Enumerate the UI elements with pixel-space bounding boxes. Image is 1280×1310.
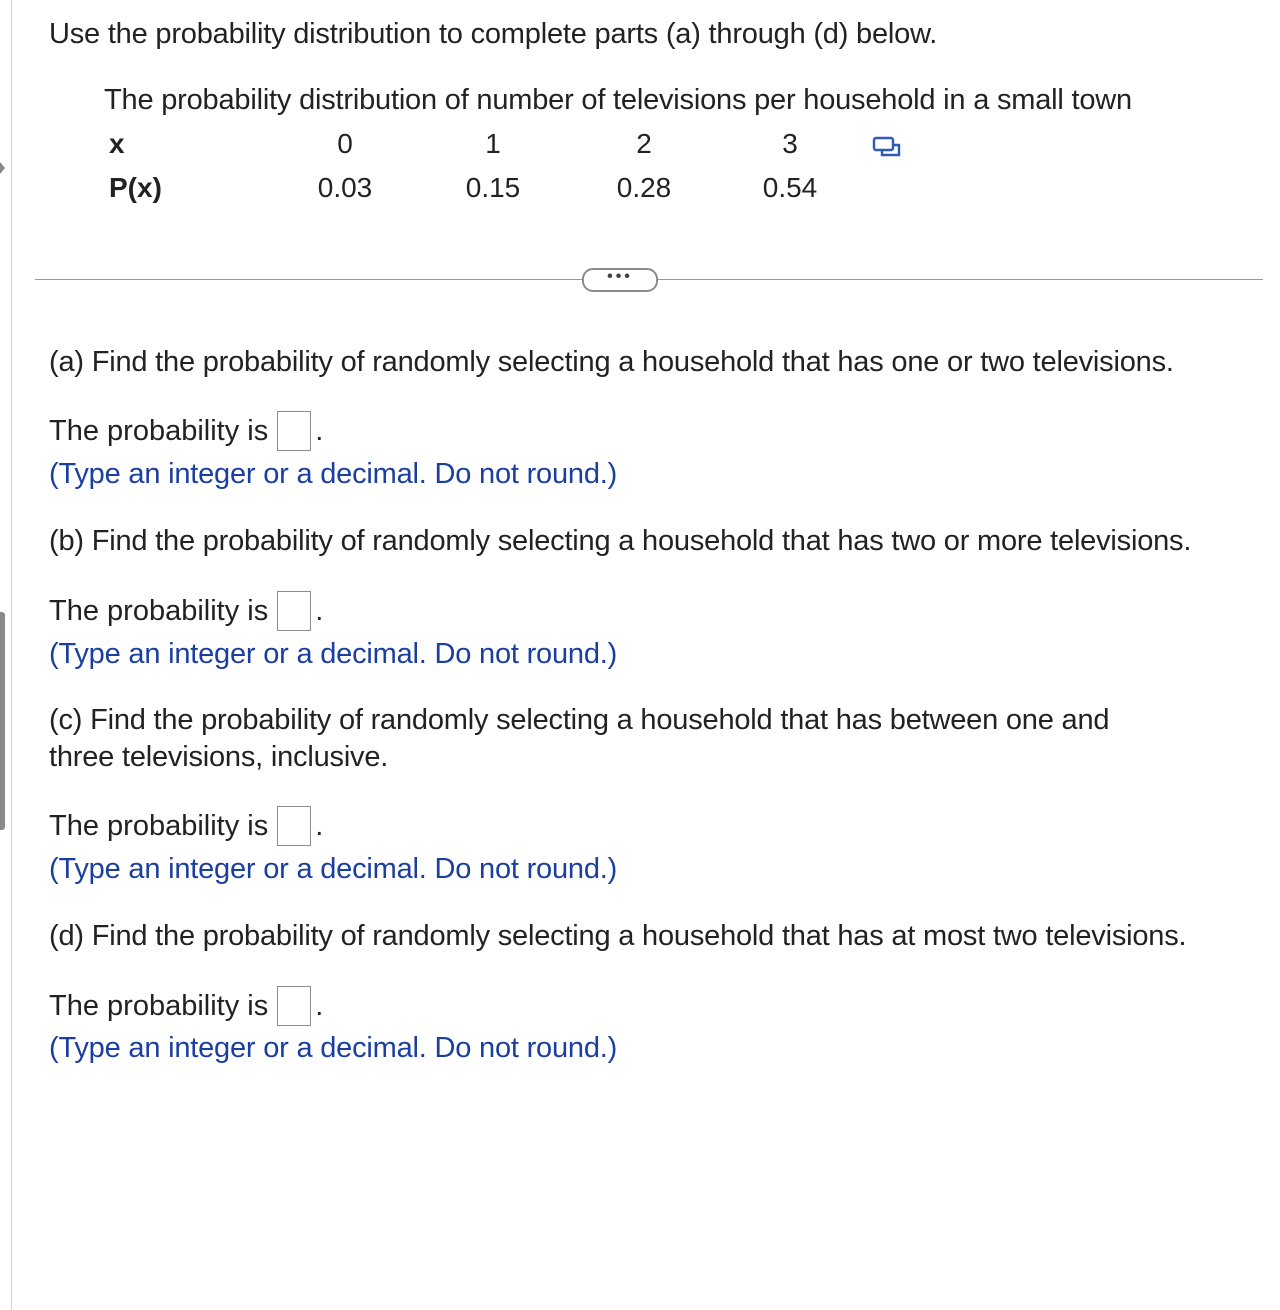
- question-c: (c) Find the probability of randomly selecting a household that has between one and three televisions, inclusive.: [49, 704, 1110, 773]
- hint-c: (Type an integer or a decimal. Do not round.): [49, 853, 618, 885]
- answer-input-d[interactable]: [277, 986, 311, 1026]
- answer-row-c: [49, 806, 323, 846]
- x-row: [0, 128, 1000, 164]
- answer-input-b[interactable]: [277, 591, 311, 631]
- answer-prompt: The probability is: [49, 414, 269, 447]
- x-value: 2: [636, 128, 652, 159]
- question-b: (b) Find the probability of randomly selecting a household that has two or more televisions.: [49, 525, 1192, 557]
- x-value: 1: [485, 128, 501, 159]
- px-value: 0.03: [317, 172, 373, 203]
- hint-d: (Type an integer or a decimal. Do not round.): [49, 1032, 618, 1064]
- panel-resize-handle[interactable]: [0, 612, 5, 830]
- copy-table-icon[interactable]: [872, 135, 902, 159]
- px-value: 0.28: [616, 172, 672, 203]
- table-title: The probability distribution of number of televisions per household in a small town: [104, 84, 1132, 116]
- expand-more-button[interactable]: [582, 268, 658, 292]
- answer-prompt: The probability is: [49, 809, 269, 842]
- px-row: [0, 172, 1000, 208]
- question-d: (d) Find the probability of randomly selecting a household that has at most two televisions.: [49, 920, 1187, 952]
- answer-row-a: [49, 411, 323, 451]
- period: .: [315, 594, 324, 627]
- answer-row-b: [49, 591, 323, 631]
- period: .: [315, 414, 324, 447]
- px-value: 0.54: [762, 172, 818, 203]
- instructions: Use the probability distribution to complete parts (a) through (d) below.: [49, 18, 938, 50]
- more-dots: •••: [607, 268, 633, 285]
- hint-a: (Type an integer or a decimal. Do not round.): [49, 458, 618, 490]
- question-a: (a) Find the probability of randomly selecting a household that has one or two televisions.: [49, 346, 1174, 378]
- x-value: 3: [782, 128, 798, 159]
- answer-row-d: [49, 986, 323, 1026]
- answer-input-a[interactable]: [277, 411, 311, 451]
- x-label: x: [109, 128, 125, 159]
- answer-input-c[interactable]: [277, 806, 311, 846]
- answer-prompt: The probability is: [49, 989, 269, 1022]
- x-value: 0: [337, 128, 353, 159]
- period: .: [315, 809, 324, 842]
- period: .: [315, 989, 324, 1022]
- px-value: 0.15: [465, 172, 521, 203]
- px-label: P(x): [109, 172, 162, 203]
- hint-b: (Type an integer or a decimal. Do not round.): [49, 638, 618, 670]
- answer-prompt: The probability is: [49, 594, 269, 627]
